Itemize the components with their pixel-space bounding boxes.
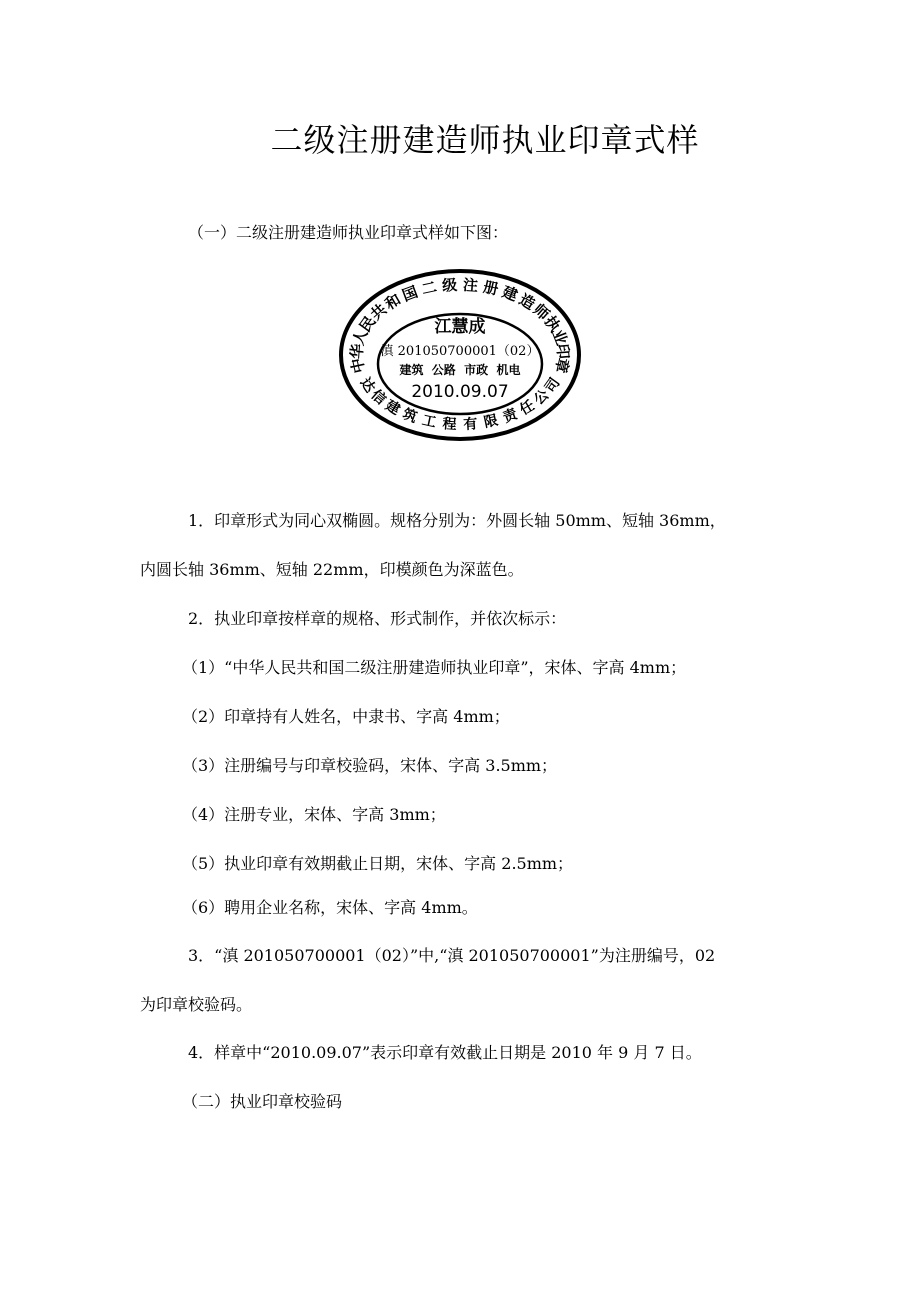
- section-heading-2: （二）执业印章校验码: [182, 1092, 343, 1111]
- list-item-1: （1）“中华人民共和国二级注册建造师执业印章”，宋体、字高 4mm；: [182, 658, 687, 677]
- seal-name: 江慧成: [434, 317, 486, 337]
- seal-company-char: 信: [367, 386, 389, 409]
- list-item-2: （2）印章持有人姓名，中隶书、字高 4mm；: [182, 707, 510, 726]
- seal-company-char: 限: [482, 412, 500, 432]
- seal-company-char: 达: [356, 375, 378, 396]
- seal-outer-char: 执: [540, 312, 565, 336]
- seal-company-char: 筑: [400, 406, 420, 427]
- seal-outer-char: 印: [553, 343, 573, 360]
- list-item-4: （4）注册专业，宋体、字高 3mm；: [182, 805, 446, 824]
- seal-specialties: 建筑 公路 市政 机电: [399, 363, 521, 377]
- section-heading-1: （一）二级注册建造师执业印章式样如下图：: [188, 223, 509, 242]
- seal-outer-char: 人: [349, 327, 372, 348]
- seal-company-char: 任: [517, 397, 538, 419]
- paragraph-2: 2．执业印章按样章的规格、形式制作，并依次标示：: [188, 609, 567, 628]
- list-item-3: （3）注册编号与印章校验码，宋体、字高 3.5mm；: [182, 756, 558, 775]
- seal-company-char: 司: [542, 375, 564, 396]
- seal-outer-char: 民: [355, 312, 380, 336]
- paragraph-1a: 1．印章形式为同心双椭圆。规格分别为：外圆长轴 50mm、短轴 36mm，: [188, 511, 726, 530]
- seal-company-char: 程: [441, 416, 458, 434]
- seal-outer-char: 中: [347, 356, 369, 375]
- seal-outer-char: 造: [516, 290, 539, 314]
- page-title: 二级注册建造师执业印章式样: [270, 121, 700, 159]
- seal-outer-char: 和: [381, 290, 404, 314]
- seal-company-char: 责: [500, 406, 520, 427]
- seal-company-char: 建: [382, 397, 403, 419]
- list-item-6: （6）聘用企业名称，宋体、字高 4mm。: [182, 898, 478, 917]
- seal-outer-char: 业: [548, 327, 571, 348]
- seal-date: 2010.09.07: [411, 382, 509, 402]
- seal-outer-char: 共: [367, 300, 391, 324]
- seal-outer-char: 注: [462, 275, 479, 295]
- paragraph-1b: 内圆长轴 36mm、短轴 22mm，印模颜色为深蓝色。: [140, 560, 524, 579]
- paragraph-3b: 为印章校验码。: [140, 995, 253, 1014]
- seal-outer-char: 华: [347, 343, 367, 360]
- seal-company-char: 工: [420, 412, 438, 432]
- list-item-5: （5）执业印章有效期截止日期，宋体、字高 2.5mm；: [182, 854, 574, 873]
- seal-outer-char: 章: [551, 356, 573, 375]
- seal-reg-no: 滇 201050700001（02）: [380, 344, 540, 359]
- seal-outer-char: 二: [419, 277, 439, 299]
- paragraph-4: 4．样章中“2010.09.07”表示印章有效截止日期是 2010 年 9 月 7 日。: [188, 1043, 702, 1062]
- seal-outer-char: 师: [529, 300, 553, 324]
- seal-company-char: 有: [462, 416, 479, 434]
- seal-company-char: 公: [531, 386, 553, 409]
- seal-outer-char: 级: [441, 275, 458, 295]
- seal-outer-char: 建: [499, 282, 521, 305]
- seal-outer-char: 册: [481, 277, 501, 299]
- seal-outer-char: 国: [399, 282, 421, 305]
- seal-image: [330, 260, 590, 450]
- paragraph-3a: 3．“滇 201050700001（02）”中,“滇 201050700001”为注册编号，02: [188, 946, 716, 965]
